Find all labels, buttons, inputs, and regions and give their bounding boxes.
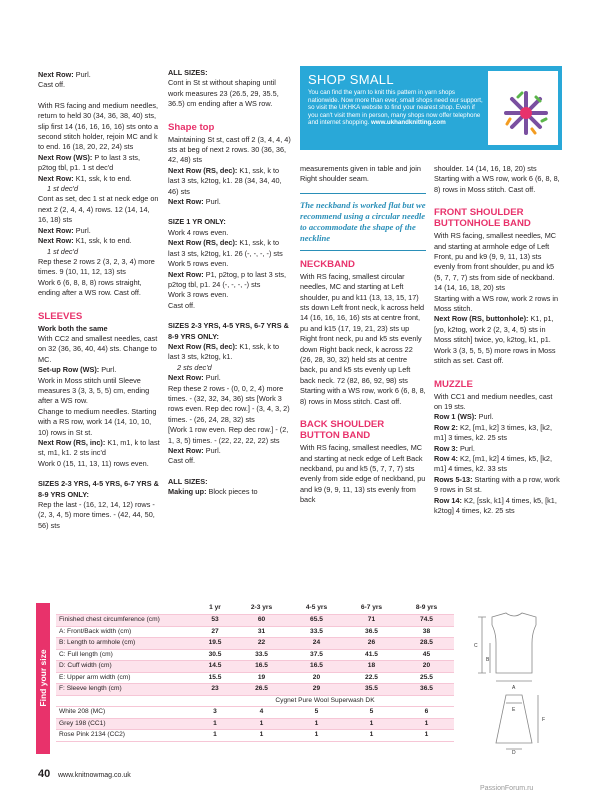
instruction-line: ALL SIZES: (168, 476, 208, 486)
value-cell: 19 (234, 672, 289, 684)
label-e: E (512, 707, 516, 713)
empty-cell (56, 695, 196, 707)
instruction-line: Work 0 (15, 11, 13, 11) rows even. (38, 458, 149, 468)
instruction-line: Work 3 rows even. (168, 290, 229, 300)
section-heading: Shape top (168, 121, 215, 133)
instruction-line: Starting with a WS row, work 2 rows in Moss stitch. (434, 293, 559, 314)
table-header: 2-3 yrs (234, 603, 289, 615)
instruction-line: Work 3 (3, 5, 5, 5) more rows in Moss stitch as set. Cast off. (434, 345, 556, 366)
value-cell: 14.5 (196, 661, 234, 673)
value-cell: 1 (234, 718, 289, 730)
instruction-line: Work both the same (38, 323, 108, 333)
table-row (56, 661, 454, 673)
value-cell: 45 (399, 649, 454, 661)
yarn-name: Cygnet Pure Wool Superwash DK (196, 695, 454, 707)
instruction-line: Cont as set, dec 1 st at neck edge on next 2 (2, 4, 4, 4) rows. 12 (14, 14, 16, 18) sts (38, 194, 159, 225)
value-cell: 1 (399, 730, 454, 742)
instruction-line (38, 236, 160, 246)
value-cell: 74.5 (399, 615, 454, 627)
section-heading: NECKBAND (300, 258, 355, 270)
value-cell: 20 (289, 672, 344, 684)
row-label: Row 2: (434, 422, 458, 432)
instruction-line: With RS facing, smallest needles, MC and starting at armhole edge of Left Front, pu and k9 (9, 9, 11, 13) sts evenly from front shoulder, pu and k5 (5, 7, 7, 7) sts from side of neckband. 14 (14, 16, 18, 20) sts (434, 231, 557, 293)
row-text: K1, ssk, k to last 3 sts, k2tog, k1. (168, 341, 280, 362)
label-b: B (486, 657, 490, 663)
instruction-line: SIZE 1 YR ONLY: (168, 217, 226, 227)
row-text: Purl. (457, 443, 475, 453)
instruction-line: shoulder. 14 (14, 16, 18, 20) sts Starting with a WS row, work 6 (6, 8, 8, 8) rows in Moss stitch. Cast off. (434, 164, 560, 194)
section-heading: BACK SHOULDER BUTTON BAND (300, 419, 385, 442)
row-label: Making up: (168, 487, 207, 497)
instruction-line: ALL SIZES: (168, 68, 208, 77)
row-label-cell: Rose Pink 2134 (CC2) (56, 730, 196, 742)
instruction-line: Cast off. (168, 456, 196, 466)
yarn-header-row (56, 695, 454, 707)
row-text: Purl. (73, 70, 91, 79)
row-text: Purl. (203, 373, 221, 383)
row-text: K1, p1, [yo, k2tog, work 2 (2, 3, 4, 5) sts in Moss stitch] twice, yo, k2tog, k1, p1. (434, 314, 554, 345)
spacer (38, 91, 160, 101)
sleeve-outline (496, 695, 532, 743)
instruction-line (168, 487, 292, 497)
value-cell: 33.5 (289, 626, 344, 638)
row-label-cell: A: Front/Back width (cm) (56, 626, 196, 638)
instruction-line (434, 444, 562, 454)
instruction-line: With RS facing and medium needles, return to held 30 (34, 36, 38, 40) sts, slip first 14 (16, 16, 16, 16) sts onto a second stitch holder, rejoin MC and k to end. 16 (18, 20, 22, 24) sts (38, 100, 159, 152)
row-text: K2, [m1, k2] 3 times, k3, [k2, m1] 3 times, k2. 25 sts (434, 422, 553, 443)
instruction-line (38, 70, 160, 80)
instruction-line: Cont in St st without shaping until work measures 23 (26.5, 29, 35.5, 36.5) cm ending after a WS row. (168, 78, 279, 109)
value-cell: 60 (234, 615, 289, 627)
instruction-line: Cast off. (168, 300, 196, 310)
row-label: Row 3: (434, 443, 458, 453)
value-cell: 29 (289, 684, 344, 696)
instruction-line: Work 5 rows even. (168, 259, 229, 269)
value-cell: 4 (234, 707, 289, 719)
spacer (38, 469, 160, 479)
row-text: K2, [m1, k2] 4 times, k5, [k2, m1] 4 times, k2. 33 sts (434, 453, 553, 474)
row-label: Row 14: (434, 495, 462, 505)
spacer (168, 311, 292, 321)
row-text: K2, [ssk, k1] 4 times, k5, [k1, k2tog] 4 times, k2. 25 sts (434, 495, 557, 515)
value-cell: 5 (289, 707, 344, 719)
column-1 (38, 70, 160, 531)
instruction-line (38, 226, 160, 236)
shop-small-body: You can find the yarn to knit this pattern in yarn shops nationwide. Now more than ever, small shops need our support, so visit the UKHKA website to find your nearest shop. Even if you can't visit them in person, many shops now offer telephone and internet shopping. www.ukhandknitting.com (308, 89, 483, 127)
row-label: Next Row (RS, inc): (38, 438, 106, 447)
row-label: Next Row: (38, 70, 74, 79)
instruction-line (38, 365, 160, 375)
row-label-cell: Grey 198 (CC1) (56, 718, 196, 730)
row-text: P to last 3 sts, p2tog tbl, p1. 1 st dec'd (38, 152, 141, 173)
value-cell: 53 (196, 615, 234, 627)
label-f: F (542, 717, 546, 723)
value-cell: 22.5 (344, 672, 399, 684)
row-label: Next Row (RS, dec): (168, 341, 238, 351)
spacer (434, 367, 562, 377)
row-label: Set-up Row (WS): (38, 365, 100, 375)
table-row (56, 626, 454, 638)
table-header: 4-5 yrs (289, 603, 344, 615)
value-cell: 1 (399, 718, 454, 730)
row-text: Purl. (203, 197, 221, 207)
value-cell: 35.5 (344, 684, 399, 696)
instruction-line: Work 6 (6, 8, 8, 8) rows straight, ending after a WS row. Cast off. (38, 277, 142, 298)
spacer (38, 299, 160, 309)
instruction-line (434, 475, 562, 496)
callout-note: The neckband is worked flat but we recommend using a circular needle to accommodate the shape of the neckline (300, 193, 426, 251)
value-cell: 1 (289, 730, 344, 742)
value-cell: 30.5 (196, 649, 234, 661)
footer-url[interactable]: www.knitnowmag.co.uk (58, 772, 131, 779)
shop-small-title: SHOP SMALL (308, 72, 394, 87)
value-cell: 37.5 (289, 649, 344, 661)
column-4 (434, 164, 562, 516)
value-cell: 26.5 (234, 684, 289, 696)
value-cell: 28.5 (399, 638, 454, 650)
row-label: Next Row (RS, buttonhole): (434, 314, 529, 324)
instruction-line (168, 342, 292, 363)
table-row (56, 615, 454, 627)
table-row (56, 730, 454, 742)
instruction-line (168, 197, 292, 207)
row-label: Next Row: (38, 225, 74, 235)
row-label-cell: E: Upper arm width (cm) (56, 672, 196, 684)
instruction-line: With RS facing, smallest needles, MC and starting at neck edge of Left Back neckband, pu and k5 (5, 7, 7, 7) sts evenly from side edge of neckband, pu and k9 (9, 9, 11, 13) sts evenly from back (300, 443, 426, 505)
value-cell: 6 (399, 707, 454, 719)
instruction-line: Rep these 2 rows - (0, 0, 2, 4) more times. - (32, 32, 34, 36) sts [Work 3 rows even. Rep dec row.] - (3, 4, 3, 2) times. - (26, 24, 28, 32) sts (168, 383, 290, 424)
row-text: K1, ssk, k to last 3 sts, k2tog, k1. 28 (34, 34, 40, 46) sts (168, 165, 282, 196)
instruction-line (434, 314, 562, 345)
value-cell: 20 (399, 661, 454, 673)
instruction-line: Work in Moss stitch until Sleeve measures 3 (3, 3, 5, 5) cm, ending after a WS row. (38, 375, 150, 406)
instruction-line: Rep these 2 rows 2 (3, 2, 3, 4) more times. 9 (10, 11, 12, 13) sts (38, 256, 155, 277)
value-cell: 1 (289, 718, 344, 730)
row-label-cell: B: Length to armhole (cm) (56, 638, 196, 650)
value-cell: 1 (196, 718, 234, 730)
table-row (56, 649, 454, 661)
instruction-line: 2 sts dec'd (177, 362, 212, 372)
table-header (56, 603, 196, 615)
value-cell: 16.5 (234, 661, 289, 673)
row-text: K1, m1, k to last st, m1, k1. 2 sts inc'd (38, 438, 160, 458)
body-outline (492, 613, 536, 673)
value-cell: 24 (289, 638, 344, 650)
shop-small-url[interactable]: www.ukhandknitting.com (370, 119, 446, 127)
instruction-line: Maintaining St st, cast off 2 (3, 4, 4, 4) sts at beg of next 2 rows. 30 (36, 36, 42, 48) sts (168, 134, 291, 165)
instruction-line: [Work 1 row even. Rep dec row.] - (2, 1, 3, 5) times. - (22, 22, 22, 22) sts (168, 425, 289, 445)
value-cell: 23 (196, 684, 234, 696)
row-text: K1, ssk, k to last 3 sts, k2tog, k1. 26 (-, -, -, -) sts (168, 238, 283, 258)
value-cell: 1 (344, 730, 399, 742)
shop-small-box (300, 66, 562, 150)
value-cell: 3 (196, 707, 234, 719)
instruction-line (168, 373, 292, 383)
instruction-line: With CC2 and smallest needles, cast on 32 (36, 36, 40, 44) sts. Change to MC. (38, 333, 158, 364)
section-heading: MUZZLE (434, 378, 473, 390)
page-number: 40 (38, 768, 51, 780)
spacer (168, 207, 292, 217)
value-cell: 71 (344, 615, 399, 627)
uk-hand-knitting-logo (488, 71, 558, 145)
instruction-line (434, 423, 562, 444)
row-label-cell: C: Full length (cm) (56, 649, 196, 661)
row-text: Purl. (203, 446, 221, 455)
label-a: A (512, 685, 516, 691)
instruction-line: 1 st dec'd (47, 184, 79, 194)
row-text: Purl. (476, 412, 494, 422)
section-heading: SLEEVES (38, 310, 83, 322)
value-cell: 5 (344, 707, 399, 719)
row-text: Block pieces to (206, 487, 258, 497)
row-label: Next Row: (168, 446, 204, 455)
instruction-line: SIZES 2-3 YRS, 4-5 YRS, 6-7 YRS & 8-9 YRS ONLY: (38, 479, 159, 499)
instruction-line: SIZES 2-3 YRS, 4-5 YRS, 6-7 YRS & 8-9 YRS ONLY: (168, 321, 289, 341)
table-row (56, 672, 454, 684)
instruction-line (168, 166, 292, 197)
schematic-diagram (466, 603, 562, 754)
row-label: Next Row (RS, dec): (168, 165, 238, 175)
dimension-line-c (478, 617, 486, 673)
instruction-line: 1 st dec'd (47, 246, 79, 256)
table-row (56, 684, 454, 696)
instruction-line (168, 446, 292, 456)
instruction-line (38, 174, 160, 184)
row-label: Next Row (RS, dec): (168, 238, 238, 248)
size-table (56, 603, 454, 742)
value-cell: 1 (234, 730, 289, 742)
column-2 (168, 68, 292, 498)
row-label: Row 1 (WS): (434, 412, 477, 422)
table-header: 1 yr (196, 603, 234, 615)
watermark: PassionForum.ru (480, 785, 534, 792)
row-text: Starting with a p row, work 9 rows in St st. (434, 474, 560, 495)
value-cell: 18 (344, 661, 399, 673)
value-cell: 33.5 (234, 649, 289, 661)
instruction-line: Cast off. (38, 80, 66, 90)
spacer (300, 407, 426, 417)
find-your-size-tab: Find your size (36, 603, 50, 754)
row-text: K1, ssk, k to end. (73, 236, 132, 246)
table-row (56, 638, 454, 650)
value-cell: 65.5 (289, 615, 344, 627)
value-cell: 1 (196, 730, 234, 742)
value-cell: 36.5 (399, 684, 454, 696)
row-text: Purl. (99, 365, 117, 375)
value-cell: 41.5 (344, 649, 399, 661)
table-header: 6-7 yrs (344, 603, 399, 615)
section-heading: FRONT SHOULDER BUTTONHOLE BAND (434, 207, 531, 230)
value-cell: 22 (234, 638, 289, 650)
label-d: D (512, 750, 516, 754)
instruction-line (168, 238, 292, 259)
instruction-line: Change to medium needles. Starting with a RS row, work 14 (14, 10, 10, 10) rows in St st. (38, 406, 157, 437)
value-cell: 1 (344, 718, 399, 730)
instruction-line: Work 4 rows even. (168, 227, 229, 237)
instruction-line (38, 438, 160, 459)
row-label: Next Row: (38, 173, 74, 183)
row-label-cell: F: Sleeve length (cm) (56, 684, 196, 696)
column-3 (300, 164, 426, 506)
row-label: Next Row: (38, 236, 74, 246)
spacer (168, 110, 292, 120)
instruction-line (38, 153, 160, 174)
yarn-ball-icon (488, 71, 558, 145)
value-cell: 31 (234, 626, 289, 638)
table-header: 8-9 yrs (399, 603, 454, 615)
instruction-line: With RS facing, smallest circular needles, MC and starting at Left shoulder, pu and k11 (13, 13, 15, 17) sts down Left front neck, k across held 14 (16, 16, 16, 16) sts at centre front, pu and k15 (17, 19, 21, 23) sts up Right front neck, pu and k5 sts evenly down Right back neck, k across 22 (26, 28, 30, 32) held sts at centre back, pu and k5 sts evenly up Left back neck. 72 (82, 86, 92, 98) sts (300, 271, 425, 385)
value-cell: 16.5 (289, 661, 344, 673)
value-cell: 15.5 (196, 672, 234, 684)
row-label: Next Row: (168, 269, 204, 279)
table-row (56, 718, 454, 730)
value-cell: 26 (344, 638, 399, 650)
instruction-line: Rep the last - (16, 12, 14, 12) rows - (2, 3, 4, 5) more times. - (42, 44, 50, 56) sts (38, 500, 155, 530)
row-label-cell: White 208 (MC) (56, 707, 196, 719)
instruction-line (434, 496, 562, 517)
row-label: Row 4: (434, 453, 458, 463)
row-label-cell: D: Cuff width (cm) (56, 661, 196, 673)
instruction-line (434, 412, 562, 422)
row-label: Next Row: (168, 373, 204, 383)
row-label-cell: Finished chest circumference (cm) (56, 615, 196, 627)
value-cell: 19.5 (196, 638, 234, 650)
instruction-line: Starting with a WS row, work 6 (6, 8, 8, 8) rows in Moss stitch. Cast off. (300, 386, 426, 406)
row-label: Next Row: (168, 197, 204, 207)
row-text: K1, ssk, k to end. (73, 173, 132, 183)
instruction-line (434, 454, 562, 475)
value-cell: 38 (399, 626, 454, 638)
size-table-section (36, 603, 562, 754)
value-cell: 25.5 (399, 672, 454, 684)
row-text: P1, p2tog, p to last 3 sts, p2tog tbl, p1. 24 (-, -, -, -) sts (168, 269, 287, 289)
instruction-line: measurements given in table and join Right shoulder seam. (300, 164, 421, 184)
value-cell: 36.5 (344, 626, 399, 638)
spacer (168, 467, 292, 477)
instruction-line: With CC1 and medium needles, cast on 19 sts. (434, 391, 553, 411)
instruction-line (168, 270, 292, 291)
spacer (434, 195, 562, 205)
row-text: Purl. (73, 225, 91, 235)
row-label: Rows 5-13: (434, 474, 473, 484)
label-c: C (474, 643, 478, 649)
table-row (56, 707, 454, 719)
row-label: Next Row (WS): (38, 152, 93, 162)
value-cell: 27 (196, 626, 234, 638)
